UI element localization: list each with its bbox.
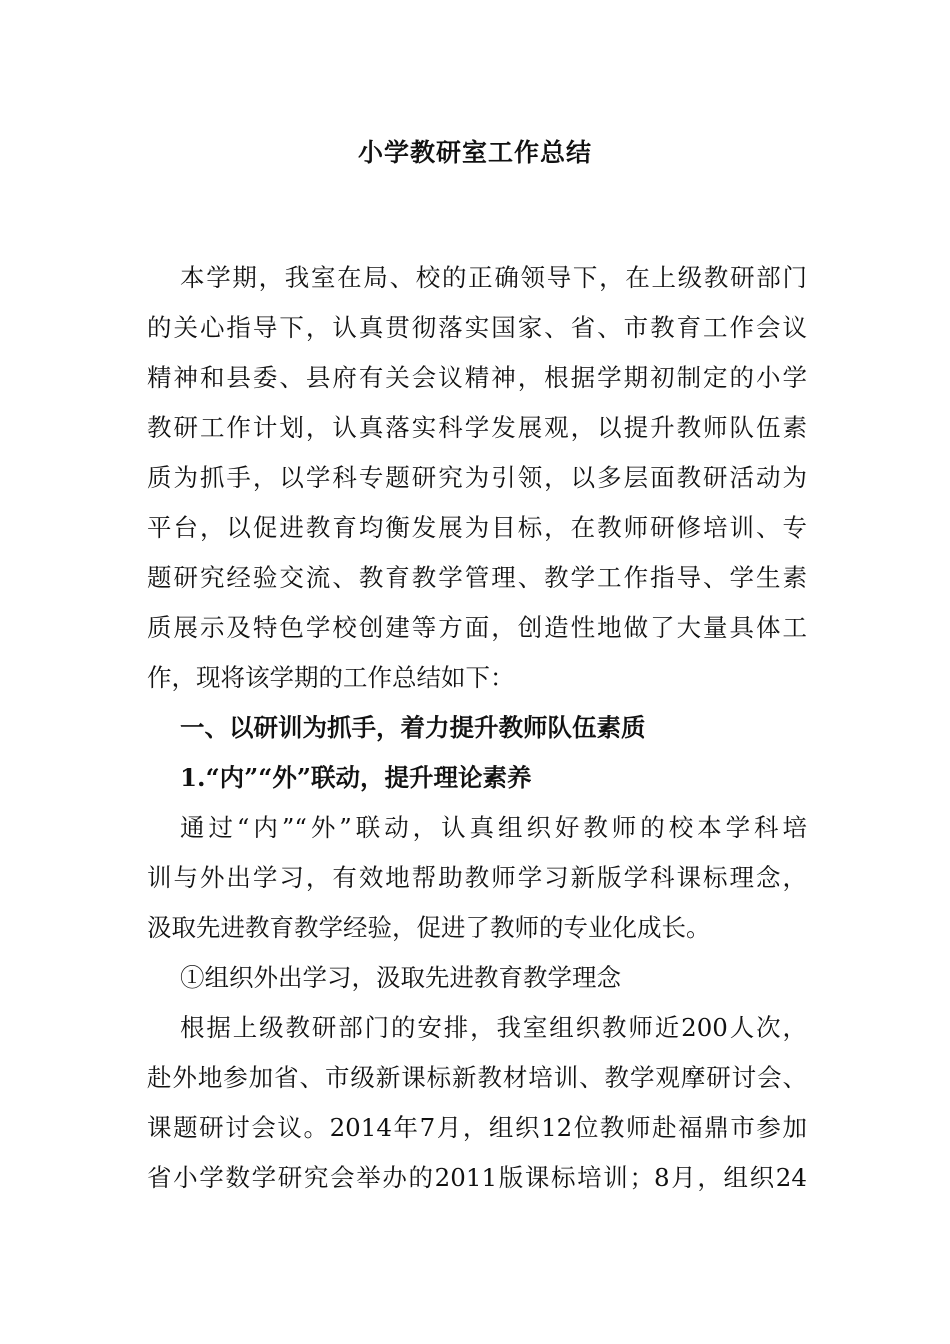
paragraph-line: 赴外地参加省、市级新课标新教材培训、教学观摩研讨会、 (147, 1063, 807, 1092)
paragraph-line: 质展示及特色学校创建等方面，创造性地做了大量具体工 (147, 613, 807, 642)
paragraph-line: 本学期，我室在局、校的正确领导下，在上级教研部门 (180, 263, 807, 292)
list-item-heading: ①组织外出学习，汲取先进教育教学理念 (180, 963, 621, 992)
section-heading: 一、以研训为抓手，着力提升教师队伍素质 (180, 713, 646, 742)
subsection-heading: 1.“内”“外”联动，提升理论素养 (180, 763, 532, 792)
paragraph-line: 省小学数学研究会举办的2011版课标培训；8月，组织24 (147, 1163, 807, 1192)
paragraph-line: 通过“内”“外”联动，认真组织好教师的校本学科培 (180, 813, 807, 842)
document-title: 小学教研室工作总结 (357, 138, 592, 167)
paragraph-line: 质为抓手，以学科专题研究为引领，以多层面教研活动为 (147, 463, 807, 492)
paragraph-line: 平台，以促进教育均衡发展为目标，在教师研修培训、专 (147, 513, 807, 542)
paragraph-line: 课题研讨会议。2014年7月，组织12位教师赴福鼎市参加 (147, 1113, 807, 1142)
paragraph-line: 汲取先进教育教学经验，促进了教师的专业化成长。 (147, 913, 711, 942)
paragraph-line: 根据上级教研部门的安排，我室组织教师近200人次， (180, 1013, 807, 1042)
paragraph-line: 精神和县委、县府有关会议精神，根据学期初制定的小学 (147, 363, 807, 392)
paragraph-line: 训与外出学习，有效地帮助教师学习新版学科课标理念， (147, 863, 807, 892)
paragraph-line: 的关心指导下，认真贯彻落实国家、省、市教育工作会议 (147, 313, 807, 342)
paragraph-line: 作，现将该学期的工作总结如下： (147, 663, 515, 692)
paragraph-line: 题研究经验交流、教育教学管理、教学工作指导、学生素 (147, 563, 807, 592)
paragraph-line: 教研工作计划，认真落实科学发展观，以提升教师队伍素 (147, 413, 807, 442)
